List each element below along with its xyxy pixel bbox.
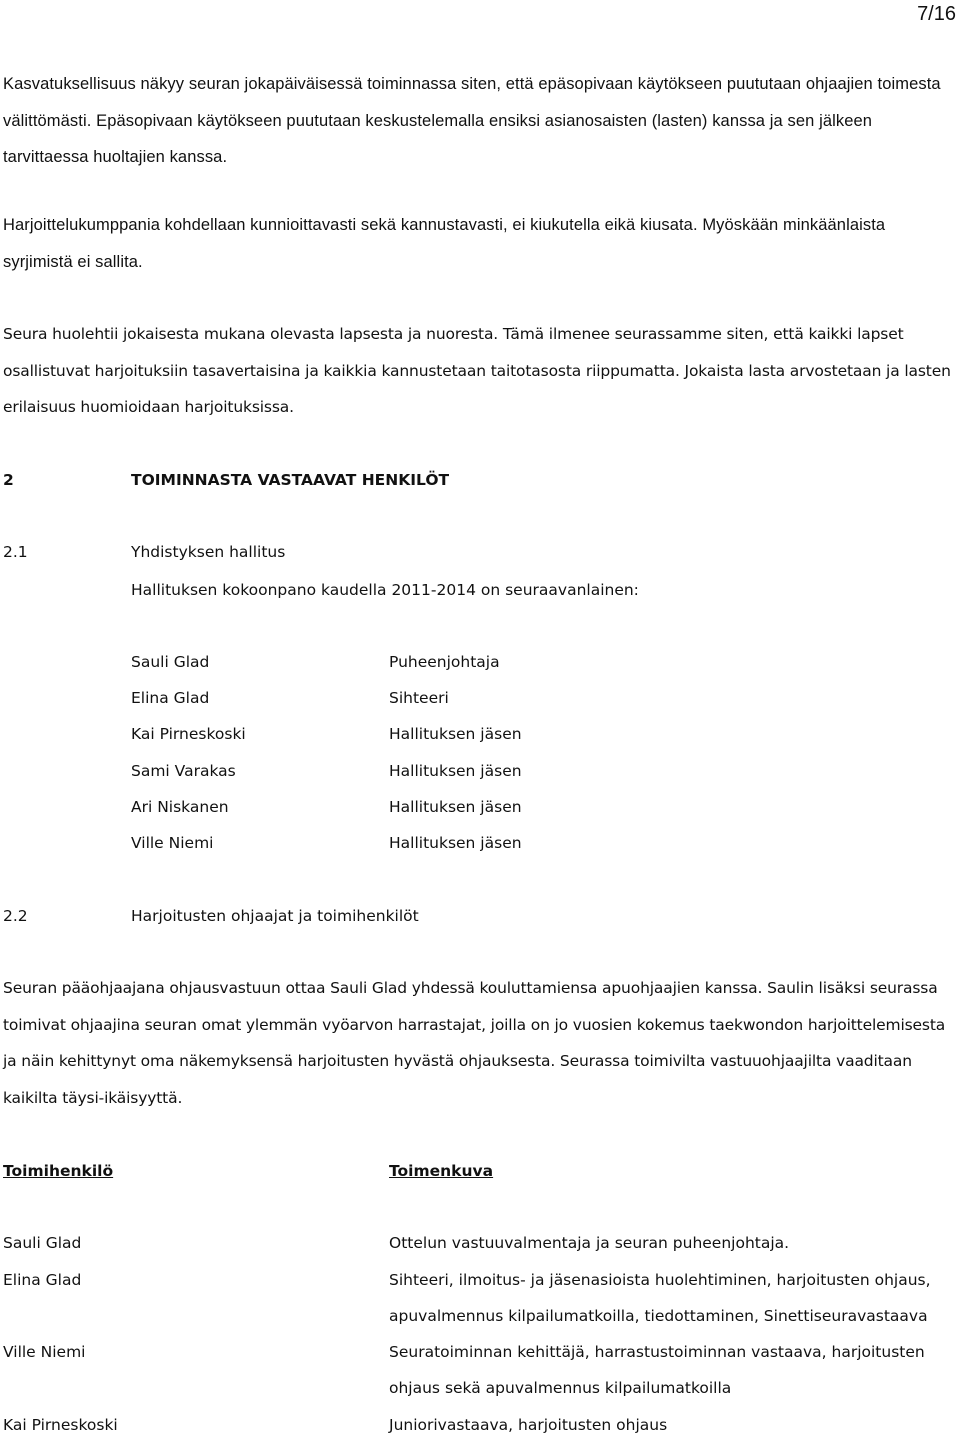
column-header-toimihenkilo: Toimihenkilö xyxy=(3,1162,114,1180)
subsection-title: Harjoitusten ohjaajat ja toimihenkilöt xyxy=(131,907,419,925)
board-member-row xyxy=(0,831,960,855)
board-member-row xyxy=(0,686,960,710)
staff-name: Ville Niemi xyxy=(3,1343,86,1361)
member-role: Sihteeri xyxy=(389,689,449,707)
staff-description: Sihteeri, ilmoitus- ja jäsenasioista huolehtiminen, harjoitusten ohjaus, xyxy=(389,1271,931,1289)
staff-description-continued: apuvalmennus kilpailumatkoilla, tiedottaminen, Sinettiseuravastaava xyxy=(389,1307,928,1325)
column-header-toimenkuva: Toimenkuva xyxy=(389,1162,494,1180)
board-member-row xyxy=(0,759,960,783)
staff-description: Seuratoiminnan kehittäjä, harrastustoiminnan vastaava, harjoitusten xyxy=(389,1343,925,1361)
paragraph-paaohjaaja: Seuran pääohjaajana ohjausvastuun ottaa Sauli Glad yhdessä kouluttamiensa apuohjaajien kanssa. Saulin lisäksi seurassa toimivat ohjaajina seuran omat ylemmän vyöarvon harrastajat, joilla on jo vuosien kokemus taekwondon harjoittelemisesta ja näin kehittynyt oma näkemyksensä harjoitusten hyvästä ohjauksesta. Seurassa toimivilta vastuuohjaajilta vaaditaan kaikilta täysi-ikäisyyttä. xyxy=(3,979,946,1107)
subsection-title: Yhdistyksen hallitus xyxy=(131,543,286,561)
member-role: Hallituksen jäsen xyxy=(389,762,522,780)
member-role: Puheenjohtaja xyxy=(389,653,500,671)
member-role: Hallituksen jäsen xyxy=(389,725,522,743)
section-title: TOIMINNASTA VASTAAVAT HENKILÖT xyxy=(131,471,450,489)
staff-table-header xyxy=(0,1159,960,1183)
staff-name: Kai Pirneskoski xyxy=(3,1416,118,1434)
board-member-row xyxy=(0,722,960,746)
board-member-row xyxy=(0,795,960,819)
staff-name: Sauli Glad xyxy=(3,1234,82,1252)
member-name: Elina Glad xyxy=(131,689,210,707)
paragraph-harjoittelukumppania: Harjoittelukumppania kohdellaan kunnioittavasti sekä kannustavasti, ei kiukutella eikä kiusata. Myöskään minkäänlaista syrjimistä ei sallita. xyxy=(3,216,886,271)
section-number: 2 xyxy=(3,471,14,489)
staff-description-continued: ohjaus sekä apuvalmennus kilpailumatkoilla xyxy=(389,1379,732,1397)
board-member-row xyxy=(0,650,960,674)
subsection-number: 2.2 xyxy=(3,907,28,925)
member-name: Ville Niemi xyxy=(131,834,214,852)
paragraph-kasvatuksellisuus: Kasvatuksellisuus näkyy seuran jokapäiväisessä toiminnassa siten, että epäsopivaan käytökseen puututaan ohjaajien toimesta välittömästi. Epäsopivaan käytökseen puututaan keskustelemalla ensiksi asianosaisten (lasten) kanssa ja sen jälkeen tarvittaessa huoltajien kanssa. xyxy=(3,75,941,166)
member-name: Sami Varakas xyxy=(131,762,236,780)
member-name: Ari Niskanen xyxy=(131,798,229,816)
subsection-number: 2.1 xyxy=(3,543,28,561)
member-role: Hallituksen jäsen xyxy=(389,834,522,852)
staff-description: Juniorivastaava, harjoitusten ohjaus xyxy=(389,1416,668,1434)
paragraph-seura-huolehtii: Seura huolehtii jokaisesta mukana olevasta lapsesta ja nuoresta. Tämä ilmenee seurassamme siten, että kaikki lapset osallistuvat harjoituksiin tasavertaisina ja kaikkia kannustetaan taitotasosta riippumatta. Jokaista lasta arvostetaan ja lasten erilaisuus huomioidaan harjoituksissa. xyxy=(3,325,951,416)
member-name: Kai Pirneskoski xyxy=(131,725,246,743)
member-role: Hallituksen jäsen xyxy=(389,798,522,816)
board-intro: Hallituksen kokoonpano kaudella 2011-2014 on seuraavanlainen: xyxy=(131,581,639,599)
staff-name: Elina Glad xyxy=(3,1271,82,1289)
page-number: 7/16 xyxy=(917,3,956,25)
staff-description: Ottelun vastuuvalmentaja ja seuran puheenjohtaja. xyxy=(389,1234,790,1252)
member-name: Sauli Glad xyxy=(131,653,210,671)
